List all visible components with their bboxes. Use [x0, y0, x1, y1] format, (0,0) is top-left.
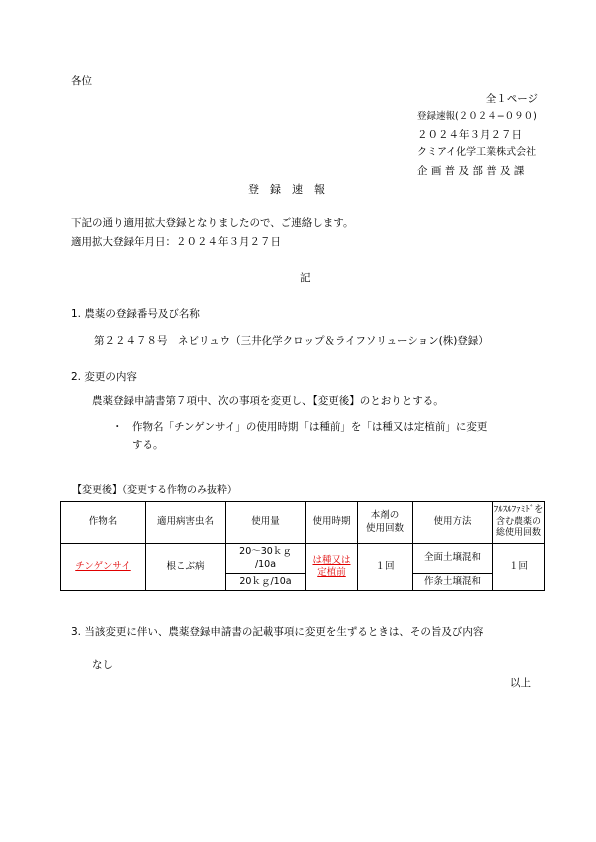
cell-amount-1-line-1: 20〜30ｋｇ — [239, 546, 292, 558]
bullet-marker: ・ — [112, 421, 123, 433]
section-2-heading: 2. 変更の内容 — [71, 371, 137, 383]
header-crop: 作物名 — [61, 502, 146, 544]
section-3-heading: 3. 当該変更に伴い、農薬登録申請書の記載事項に変更を生ずるときは、その旨及び内容 — [71, 626, 484, 638]
header-total — [493, 502, 545, 544]
bullet-line-1: 作物名「チンゲンサイ」の使用時期「は種前」を「は種又は定植前」に変更 — [132, 421, 488, 433]
cell-total: １回 — [493, 544, 545, 591]
header-count-line-2: 使用回数 — [365, 522, 404, 534]
cell-timing — [306, 544, 358, 591]
closing-mark: 以上 — [510, 677, 531, 689]
changes-table — [60, 501, 545, 591]
cell-method-1: 全面土壌混和 — [413, 544, 493, 574]
header-total-line-1: ﾌﾙｽﾙﾌｧﾐﾄﾞを — [493, 504, 544, 515]
header-pest: 適用病害虫名 — [146, 502, 226, 544]
table-row — [61, 544, 545, 574]
cell-timing-line-2: 定植前 — [317, 567, 346, 578]
table-header-row — [61, 502, 545, 544]
section-1-heading: 1. 農薬の登録番号及び名称 — [71, 308, 200, 320]
intro-line-1: 下記の通り適用拡大登録となりましたので、ご連絡します。 — [71, 217, 354, 229]
cell-amount-1-line-2: /10a — [254, 558, 277, 570]
cell-crop-text: チンゲンサイ — [75, 560, 131, 572]
cell-method-2: 作条土壌混和 — [413, 574, 493, 591]
company-name: クミアイ化学工業株式会社 — [417, 147, 537, 158]
section-3-content: なし — [92, 659, 113, 671]
header-amount: 使用量 — [226, 502, 306, 544]
bullet-line-2: する。 — [132, 439, 164, 451]
cell-timing-line-1: は種又は — [312, 554, 351, 566]
section-1-content: 第２２４７８号 ネビリュウ（三井化学クロップ＆ライフソリューション(株)登録） — [94, 335, 489, 347]
table-caption: 【変更後】（変更する作物のみ抜粋） — [72, 485, 237, 496]
header-count — [358, 502, 413, 544]
cell-crop — [61, 544, 146, 591]
cell-amount-1 — [226, 544, 306, 574]
department-name: 企 画 普 及 部 普 及 課 — [417, 165, 525, 177]
addressee: 各位 — [71, 75, 92, 87]
bulletin-number: 登録速報(２０２４−０９０) — [417, 111, 537, 122]
page-count: 全１ページ — [485, 93, 538, 105]
cell-pest: 根こぶ病 — [146, 544, 226, 591]
cell-amount-2: 20ｋｇ/10a — [226, 574, 306, 591]
ki-marker: 記 — [300, 272, 311, 284]
header-timing: 使用時期 — [306, 502, 358, 544]
intro-line-2: 適用拡大登録年月日：２０２４年３月２７日 — [71, 236, 281, 248]
cell-count: １回 — [358, 544, 413, 591]
document-title: 登 録 速 報 — [248, 183, 325, 196]
section-2-content: 農薬登録申請書第７項中、次の事項を変更し、【変更後】のとおりとする。 — [92, 395, 444, 407]
issue-date: ２０２４年３月２７日 — [417, 129, 522, 141]
header-method: 使用方法 — [413, 502, 493, 544]
header-count-line-1: 本剤の — [370, 510, 400, 522]
header-total-line-2: 含む農薬の — [495, 516, 541, 527]
header-total-line-3: 総使用回数 — [495, 528, 541, 539]
